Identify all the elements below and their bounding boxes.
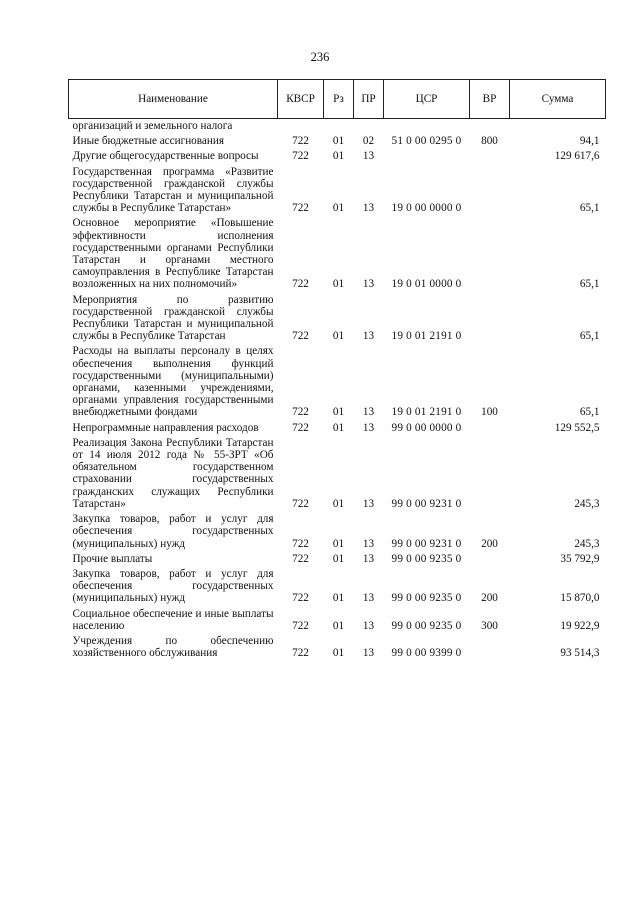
cell-kvsr [278, 119, 324, 135]
cell-sum: 65,1 [579, 278, 600, 291]
cell-pr: 13 [362, 497, 375, 510]
cell-name: Государственная программа «Развитие государственной гражданской службы Республики Татарстан и муниципальной службы в Республике Татарстан» [72, 165, 274, 215]
cell-rz: 01 [332, 406, 345, 419]
cell-csr: 99 0 00 0000 0 [391, 421, 462, 434]
header-csr: ЦСР [384, 80, 470, 119]
cell-vr: 300 [481, 619, 498, 632]
table-row [69, 421, 606, 436]
table-row [69, 607, 606, 634]
cell-csr: 99 0 00 9231 0 [391, 497, 462, 510]
cell-pr: 13 [362, 619, 375, 632]
cell-vr [470, 421, 510, 436]
cell-vr: 200 [481, 592, 498, 605]
cell-kvsr: 722 [292, 619, 309, 632]
cell-rz: 01 [332, 619, 345, 632]
cell-csr: 99 0 00 9235 0 [391, 592, 462, 605]
header-name: Наименование [69, 80, 278, 119]
cell-name: Закупка товаров, работ и услуг для обеспечения государственных (муниципальных) нужд [72, 567, 274, 605]
table-row [69, 216, 606, 292]
cell-sum: 65,1 [579, 202, 600, 215]
cell-rz: 01 [332, 497, 345, 510]
cell-name: Учреждения по обеспечению хозяйственного обслуживания [72, 634, 274, 660]
table-row [69, 134, 606, 149]
cell-name: Иные бюджетные ассигнования [72, 135, 224, 148]
budget-table [68, 79, 606, 661]
table-row [69, 293, 606, 345]
table-row [69, 512, 606, 552]
header-pr: ПР [354, 80, 384, 119]
cell-name: Мероприятия по развитию государственной гражданской службы Республики Татарстан и муниципальной службы в Республике Татарстан [72, 293, 274, 343]
cell-kvsr: 722 [292, 497, 309, 510]
cell-name: Расходы на выплаты персоналу в целях обеспечения выполнения функций государственными (муниципальными) органами, казенными учреждениями, органами управления государственными внебюджетными фондами [72, 345, 274, 419]
cell-sum: 19 922,9 [560, 619, 600, 632]
cell-pr: 13 [362, 202, 375, 215]
cell-rz: 01 [332, 278, 345, 291]
cell-kvsr: 722 [292, 278, 309, 291]
cell-csr: 51 0 00 0295 0 [391, 135, 462, 148]
cell-rz [324, 119, 354, 135]
cell-rz: 01 [332, 150, 345, 163]
table-row [69, 552, 606, 567]
cell-vr [470, 149, 510, 164]
cell-rz: 01 [332, 421, 345, 434]
cell-csr: 19 0 01 2191 0 [391, 406, 462, 419]
cell-rz: 01 [332, 330, 345, 343]
page-number: 236 [310, 50, 330, 64]
cell-sum [510, 119, 606, 135]
cell-kvsr: 722 [292, 647, 309, 660]
cell-pr: 13 [362, 150, 375, 163]
cell-sum: 35 792,9 [560, 552, 600, 565]
cell-name: Непрограммные направления расходов [72, 421, 259, 434]
cell-sum: 65,1 [579, 330, 600, 343]
cell-kvsr: 722 [292, 552, 309, 565]
cell-kvsr: 722 [292, 406, 309, 419]
cell-name: Прочие выплаты [72, 552, 153, 565]
cell-vr [470, 634, 510, 661]
header-sum: Сумма [510, 80, 606, 119]
table-row [69, 634, 606, 661]
table-header [69, 80, 606, 119]
cell-csr: 99 0 00 9231 0 [391, 537, 462, 550]
cell-csr [384, 149, 470, 164]
header-rz: Рз [324, 80, 354, 119]
cell-pr: 13 [362, 421, 375, 434]
cell-kvsr: 722 [292, 537, 309, 550]
cell-kvsr: 722 [292, 592, 309, 605]
cell-csr: 19 0 01 0000 0 [391, 278, 462, 291]
table-row [69, 344, 606, 420]
cell-vr [470, 216, 510, 292]
table-row [69, 436, 606, 512]
cell-csr: 99 0 00 9235 0 [391, 619, 462, 632]
cell-sum: 129 617,6 [554, 150, 600, 163]
cell-pr: 13 [362, 330, 375, 343]
cell-rz: 01 [332, 135, 345, 148]
cell-pr [354, 119, 384, 135]
header-kvsr: КВСР [278, 80, 324, 119]
cell-vr: 200 [481, 537, 498, 550]
table-row [69, 149, 606, 164]
cell-pr: 13 [362, 537, 375, 550]
cell-rz: 01 [332, 552, 345, 565]
cell-vr [470, 293, 510, 345]
cell-kvsr: 722 [292, 330, 309, 343]
cell-csr: 19 0 00 0000 0 [391, 202, 462, 215]
cell-name: Социальное обеспечение и иные выплаты населению [72, 607, 274, 632]
cell-kvsr: 722 [292, 421, 309, 434]
header-row [69, 80, 606, 119]
cell-pr: 02 [362, 135, 375, 148]
cell-vr [470, 119, 510, 135]
cell-name: Реализация Закона Республики Татарстан от 14 июля 2012 года № 55-ЗРТ «Об обязательном государственном страховании государственных гражданских служащих Республики Татарстан» [72, 436, 274, 510]
cell-sum: 129 552,5 [554, 421, 600, 434]
cell-vr: 100 [481, 406, 498, 419]
cell-csr: 19 0 01 2191 0 [391, 330, 462, 343]
cell-sum: 94,1 [579, 135, 600, 148]
cell-csr: 99 0 00 9399 0 [391, 647, 462, 660]
cell-vr [470, 436, 510, 512]
cell-rz: 01 [332, 647, 345, 660]
cell-name: организаций и земельного налога [72, 120, 233, 132]
cell-sum: 245,3 [574, 537, 600, 550]
cell-rz: 01 [332, 537, 345, 550]
cell-sum: 245,3 [574, 497, 600, 510]
cell-csr: 99 0 00 9235 0 [391, 552, 462, 565]
cell-name: Основное мероприятие «Повышение эффективности исполнения государственными органами Республики Татарстан и органами местного самоуправления в Республике Татарстан возложенных на них полномочий» [72, 217, 274, 291]
cell-name: Другие общегосударственные вопросы [72, 150, 259, 163]
cell-sum: 93 514,3 [560, 647, 600, 660]
cell-vr [470, 552, 510, 567]
cell-kvsr: 722 [292, 202, 309, 215]
cell-pr: 13 [362, 406, 375, 419]
cell-rz: 01 [332, 592, 345, 605]
cell-pr: 13 [362, 592, 375, 605]
cell-kvsr: 722 [292, 150, 309, 163]
cell-sum: 65,1 [579, 406, 600, 419]
cell-name: Закупка товаров, работ и услуг для обеспечения государственных (муниципальных) нужд [72, 513, 274, 550]
cell-pr: 13 [362, 278, 375, 291]
cell-vr: 800 [481, 135, 498, 148]
table-row [69, 165, 606, 217]
cell-kvsr: 722 [292, 135, 309, 148]
cell-csr [384, 119, 470, 135]
cell-pr: 13 [362, 552, 375, 565]
cell-rz: 01 [332, 202, 345, 215]
table-body [69, 119, 606, 662]
header-vr: ВР [470, 80, 510, 119]
cell-sum: 15 870,0 [560, 592, 600, 605]
table-row [69, 119, 606, 135]
table-row [69, 567, 606, 607]
cell-vr [470, 165, 510, 217]
cell-pr: 13 [362, 647, 375, 660]
